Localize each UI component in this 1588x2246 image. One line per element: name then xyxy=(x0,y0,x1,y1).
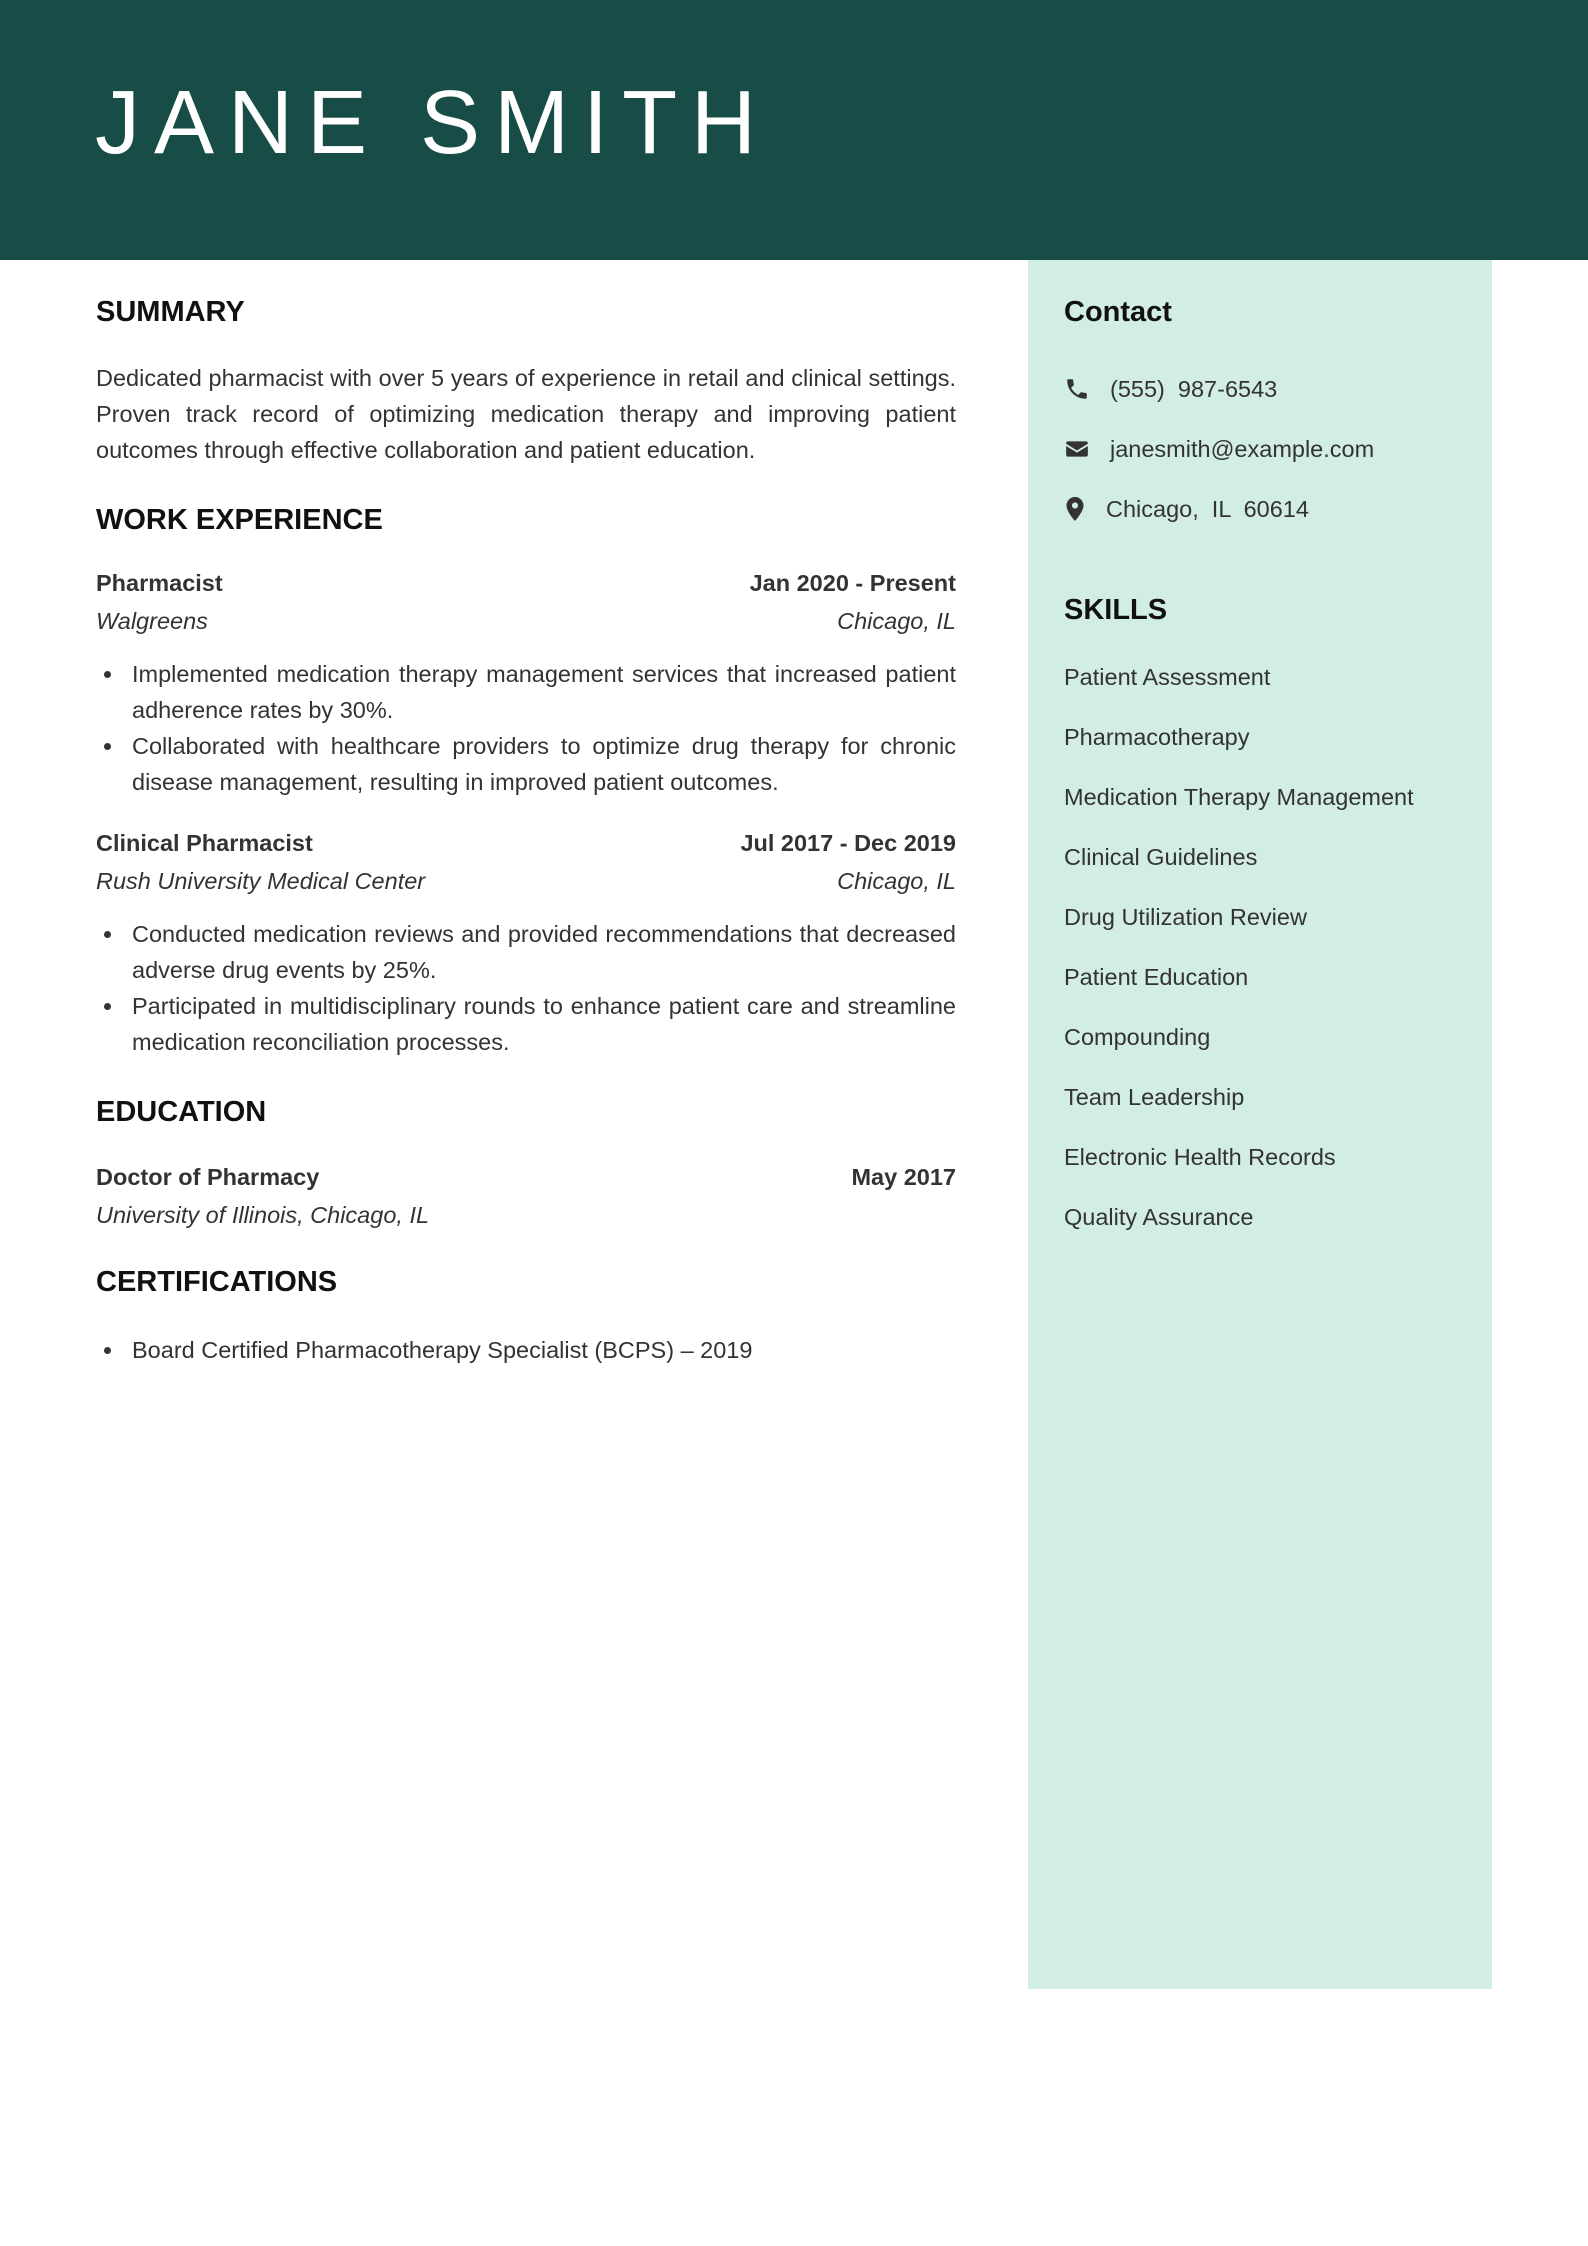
job-location: Chicago, IL xyxy=(837,868,956,894)
skill-item: Patient Education xyxy=(1064,964,1249,990)
skill-item: Compounding xyxy=(1064,1024,1211,1050)
contact-location xyxy=(1064,494,1309,524)
job-title: Pharmacist xyxy=(96,570,223,596)
phone-icon xyxy=(1064,376,1090,402)
skills-heading: SKILLS xyxy=(1064,594,1168,626)
phone-number: (555) 987-6543 xyxy=(1110,376,1278,402)
job-bullets xyxy=(96,656,956,800)
skill-item: Pharmacotherapy xyxy=(1064,724,1250,750)
location-text: Chicago, IL 60614 xyxy=(1106,496,1309,522)
job-bullets xyxy=(96,916,956,1060)
email-address: janesmith@example.com xyxy=(1110,436,1375,462)
job-entry xyxy=(96,564,956,800)
header-banner xyxy=(0,0,1588,260)
graduation-date: May 2017 xyxy=(851,1164,956,1190)
skill-item: Team Leadership xyxy=(1064,1084,1245,1110)
map-pin-icon xyxy=(1064,496,1086,522)
contact-heading: Contact xyxy=(1064,296,1172,328)
skill-item: Clinical Guidelines xyxy=(1064,844,1258,870)
certification-item: Board Certified Pharmacotherapy Specialist (BCPS) – 2019 xyxy=(96,1332,956,1368)
degree: Doctor of Pharmacy xyxy=(96,1164,320,1190)
job-bullet: Implemented medication therapy management services that increased patient adherence rates by 30%. xyxy=(96,656,956,728)
job-company: Rush University Medical Center xyxy=(96,868,426,894)
skill-item: Electronic Health Records xyxy=(1064,1144,1336,1170)
certifications-heading: CERTIFICATIONS xyxy=(96,1266,338,1298)
job-dates: Jan 2020 - Present xyxy=(749,570,956,596)
skill-item: Medication Therapy Management xyxy=(1064,784,1414,810)
skills-list xyxy=(1064,662,1414,1262)
education-entry xyxy=(96,1158,956,1234)
skill-item: Quality Assurance xyxy=(1064,1204,1254,1230)
job-entry xyxy=(96,824,956,1060)
job-location: Chicago, IL xyxy=(837,608,956,634)
job-title: Clinical Pharmacist xyxy=(96,830,313,856)
contact-phone[interactable] xyxy=(1064,374,1277,404)
job-dates: Jul 2017 - Dec 2019 xyxy=(740,830,956,856)
job-bullet: Collaborated with healthcare providers to optimize drug therapy for chronic disease management, resulting in improved patient outcomes. xyxy=(96,728,956,800)
candidate-name: JANE SMITH xyxy=(95,73,771,173)
skill-item: Drug Utilization Review xyxy=(1064,904,1307,930)
job-company: Walgreens xyxy=(96,608,208,634)
skill-item: Patient Assessment xyxy=(1064,664,1271,690)
job-bullet: Conducted medication reviews and provided recommendations that decreased adverse drug events by 25%. xyxy=(96,916,956,988)
education-heading: EDUCATION xyxy=(96,1096,267,1128)
summary-text: Dedicated pharmacist with over 5 years of experience in retail and clinical settings. Proven track record of optimizing medication therapy and improving patient outcomes through effective collaboration and patient education. xyxy=(96,365,956,463)
contact-email[interactable] xyxy=(1064,434,1374,464)
work-experience-heading: WORK EXPERIENCE xyxy=(96,504,383,536)
certifications-list xyxy=(96,1332,956,1368)
summary-heading: SUMMARY xyxy=(96,296,245,328)
school: University of Illinois, Chicago, IL xyxy=(96,1202,430,1228)
job-bullet: Participated in multidisciplinary rounds to enhance patient care and streamline medication reconciliation processes. xyxy=(96,988,956,1060)
envelope-icon xyxy=(1064,436,1090,462)
